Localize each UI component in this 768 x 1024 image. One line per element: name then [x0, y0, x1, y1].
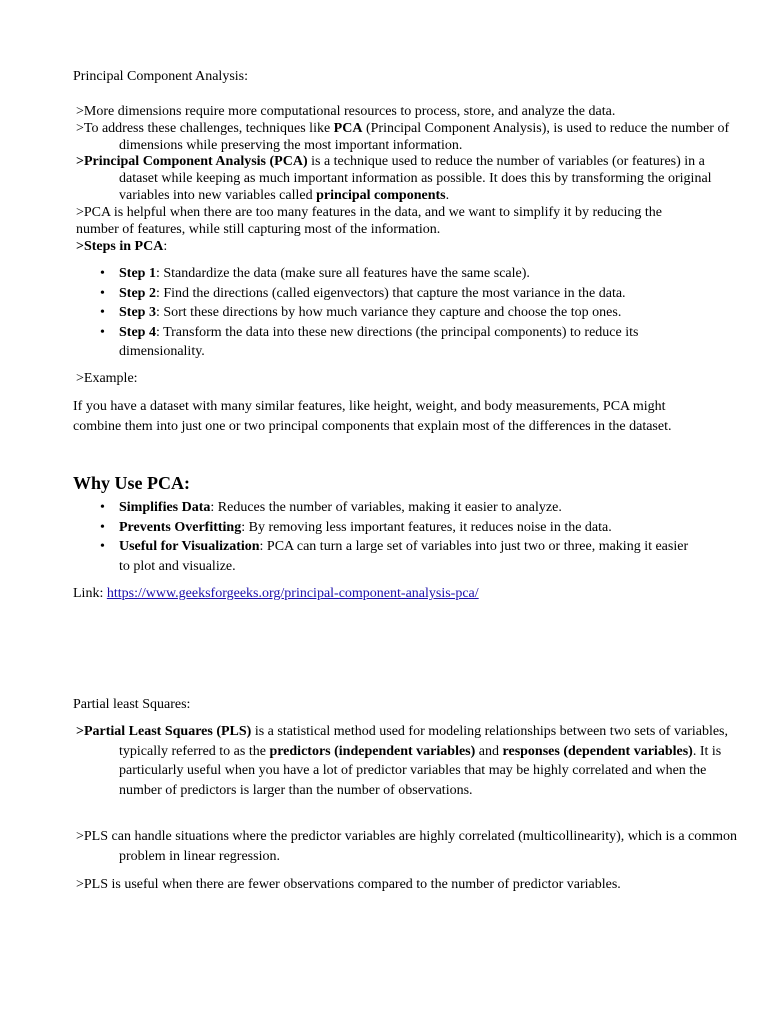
bullet-icon: •	[100, 519, 105, 535]
text-run: >To address these challenges, techniques like	[76, 121, 334, 136]
steps-list	[73, 264, 697, 362]
why-label: Prevents Overfitting	[119, 519, 242, 535]
example-label: >Example:	[76, 371, 138, 386]
why-text: : By removing less important features, it reduces noise in the data.	[241, 519, 612, 535]
pls-title: Partial least Squares:	[73, 697, 191, 712]
bold-term: principal components	[316, 188, 446, 203]
why-label: Simplifies Data	[119, 500, 211, 515]
reference-link[interactable]: https://www.geeksforgeeks.org/principal-component-analysis-pca/	[106, 586, 479, 601]
step-text: : Transform the data into these new directions (the principal components) to reduce its dimensionality.	[119, 324, 639, 359]
why-text: : Reduces the number of variables, making it easier to analyze.	[210, 500, 562, 515]
link-label: Link:	[73, 586, 107, 601]
bold-term: predictors (independent variables)	[269, 743, 476, 759]
steps-heading	[76, 238, 700, 255]
step-text: : Find the directions (called eigenvectors) that capture the most variance in the data.	[155, 285, 626, 301]
pls-paragraph-2: >PLS can handle situations where the predictor variables are highly correlated (multicollinearity), which is a common problem in linear regression.	[76, 829, 738, 864]
list-item	[73, 303, 697, 323]
step-label: Step 2	[119, 285, 156, 301]
step-label: Step 1	[119, 266, 156, 281]
pls-paragraph-3: >PLS is useful when there are fewer observations compared to the number of predictor variables.	[76, 877, 621, 892]
list-item	[73, 537, 697, 576]
why-text: : PCA can turn a large set of variables into just two or three, making it easier to plot and visualize.	[119, 539, 689, 574]
step-text: : Standardize the data (make sure all features have the same scale).	[155, 266, 530, 281]
pca-intro-paragraph-3	[73, 153, 743, 204]
bold-term: responses (dependent variables)	[502, 743, 693, 759]
step-text: : Sort these directions by how much variance they capture and choose the top ones.	[155, 305, 622, 320]
bold-term: >Partial Least Squares (PLS)	[76, 724, 252, 739]
pca-intro-paragraph-2	[73, 120, 743, 154]
step-label: Step 4	[119, 324, 156, 340]
bullet-icon: •	[100, 539, 105, 554]
pca-intro-paragraph-4: >PCA is helpful when there are too many features in the data, and we want to simplify it by reducing the number of features, while still capturing most of the information.	[76, 205, 663, 237]
why-label: Useful for Visualization	[119, 539, 260, 554]
bold-term: >Principal Component Analysis (PCA)	[76, 154, 308, 169]
bullet-icon: •	[100, 266, 105, 281]
text-run: is a technique used to reduce the number of variables (or features) in a dataset while keeping as much important information as possible. It does this by transforming the original variables into new variables called	[119, 154, 712, 203]
list-item	[73, 264, 697, 284]
pls-paragraph-1	[73, 722, 743, 800]
list-item	[73, 498, 697, 518]
text-run: and	[475, 743, 503, 759]
pca-title: Principal Component Analysis:	[73, 69, 248, 84]
why-heading: Why Use PCA:	[73, 473, 190, 493]
bullet-icon: •	[100, 500, 105, 515]
why-list	[73, 498, 697, 576]
text-run: .	[445, 188, 450, 203]
text-run: is a statistical method used for modeling relationships between two sets of variables, typically referred to as the	[119, 724, 728, 759]
step-label: Step 3	[119, 305, 156, 320]
bullet-icon: •	[100, 285, 105, 301]
example-text: If you have a dataset with many similar features, like height, weight, and body measurements, PCA might combine them into just one or two principal components that explain most of the differences in the dataset.	[73, 399, 672, 434]
link-line	[73, 585, 697, 602]
text-run: (Principal Component Analysis), is used to reduce the number of dimensions while preserving the most important information.	[119, 121, 730, 153]
text-run: :	[163, 239, 168, 254]
bullet-icon: •	[100, 324, 105, 340]
list-item	[73, 284, 697, 304]
pca-intro-paragraph-1: >More dimensions require more computational resources to process, store, and analyze the data.	[76, 104, 616, 119]
bullet-icon: •	[100, 305, 105, 320]
bold-term: >Steps in PCA	[76, 239, 164, 254]
list-item	[73, 323, 697, 362]
bold-term: PCA	[333, 121, 363, 136]
list-item	[73, 518, 697, 538]
text-run: . It is particularly useful when you have a lot of predictor variables that may be highly correlated and when the number of predictors is larger than the number of observations.	[119, 743, 722, 798]
